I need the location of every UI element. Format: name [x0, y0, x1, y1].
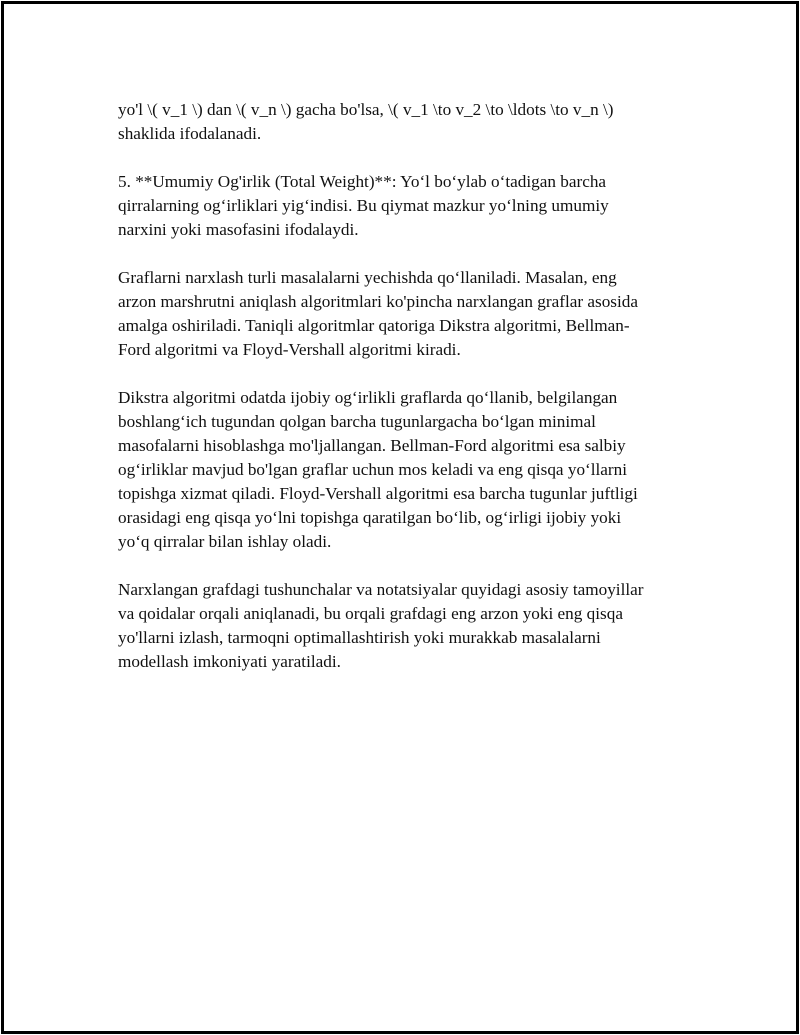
text-line: Narxlangan grafdagi tushunchalar va notatsiyalar quyidagi asosiy tamoyillar — [118, 580, 644, 599]
paragraph-algorithms — [118, 386, 693, 554]
text-line: masofalarni hisoblashga mo'ljallangan. Bellman-Ford algoritmi esa salbiy — [118, 436, 626, 455]
text-line: arzon marshrutni aniqlash algoritmlari ko'pincha narxlangan graflar asosida — [118, 292, 638, 311]
text-line: yo'l \( v_1 \) dan \( v_n \) gacha bo'lsa, \( v_1 \to v_2 \to \ldots \to v_n \) — [118, 100, 614, 119]
paragraph-weighted-graphs-usage — [118, 266, 693, 362]
text-line: va qoidalar orqali aniqlanadi, bu orqali grafdagi eng arzon yoki eng qisqa — [118, 604, 623, 623]
text-line: orasidagi eng qisqa yo‘lni topishga qaratilgan bo‘lib, og‘irligi ijobiy yoki — [118, 508, 622, 527]
text-line: yo‘q qirralar bilan ishlay oladi. — [118, 532, 332, 551]
page-frame — [1, 1, 799, 1034]
paragraph-total-weight — [118, 170, 693, 242]
text-line: og‘irliklar mavjud bo'lgan graflar uchun mos keladi va eng qisqa yo‘llarni — [118, 460, 628, 479]
document-body — [118, 98, 693, 674]
text-line: amalga oshiriladi. Taniqli algoritmlar qatoriga Dikstra algoritmi, Bellman- — [118, 316, 630, 335]
paragraph-conclusion — [118, 578, 693, 674]
text-line: boshlang‘ich tugundan qolgan barcha tugunlargacha bo‘lgan minimal — [118, 412, 596, 431]
text-line: qirralarning og‘irliklari yig‘indisi. Bu qiymat mazkur yo‘lning umumiy — [118, 196, 609, 215]
text-line: 5. **Umumiy Og'irlik (Total Weight)**: Yo‘l bo‘ylab o‘tadigan barcha — [118, 172, 607, 191]
text-line: Graflarni narxlash turli masalalarni yechishda qo‘llaniladi. Masalan, eng — [118, 268, 617, 287]
text-line: shaklida ifodalanadi. — [118, 124, 262, 143]
text-line: yo'llarni izlash, tarmoqni optimallashtirish yoki murakkab masalalarni — [118, 628, 601, 647]
text-line: Ford algoritmi va Floyd-Vershall algoritmi kiradi. — [118, 340, 461, 359]
paragraph-path-notation — [118, 98, 693, 146]
text-line: Dikstra algoritmi odatda ijobiy og‘irlikli graflarda qo‘llanib, belgilangan — [118, 388, 618, 407]
text-line: modellash imkoniyati yaratiladi. — [118, 652, 341, 671]
text-line: narxini yoki masofasini ifodalaydi. — [118, 220, 359, 239]
text-line: topishga xizmat qiladi. Floyd-Vershall algoritmi esa barcha tugunlar juftligi — [118, 484, 638, 503]
